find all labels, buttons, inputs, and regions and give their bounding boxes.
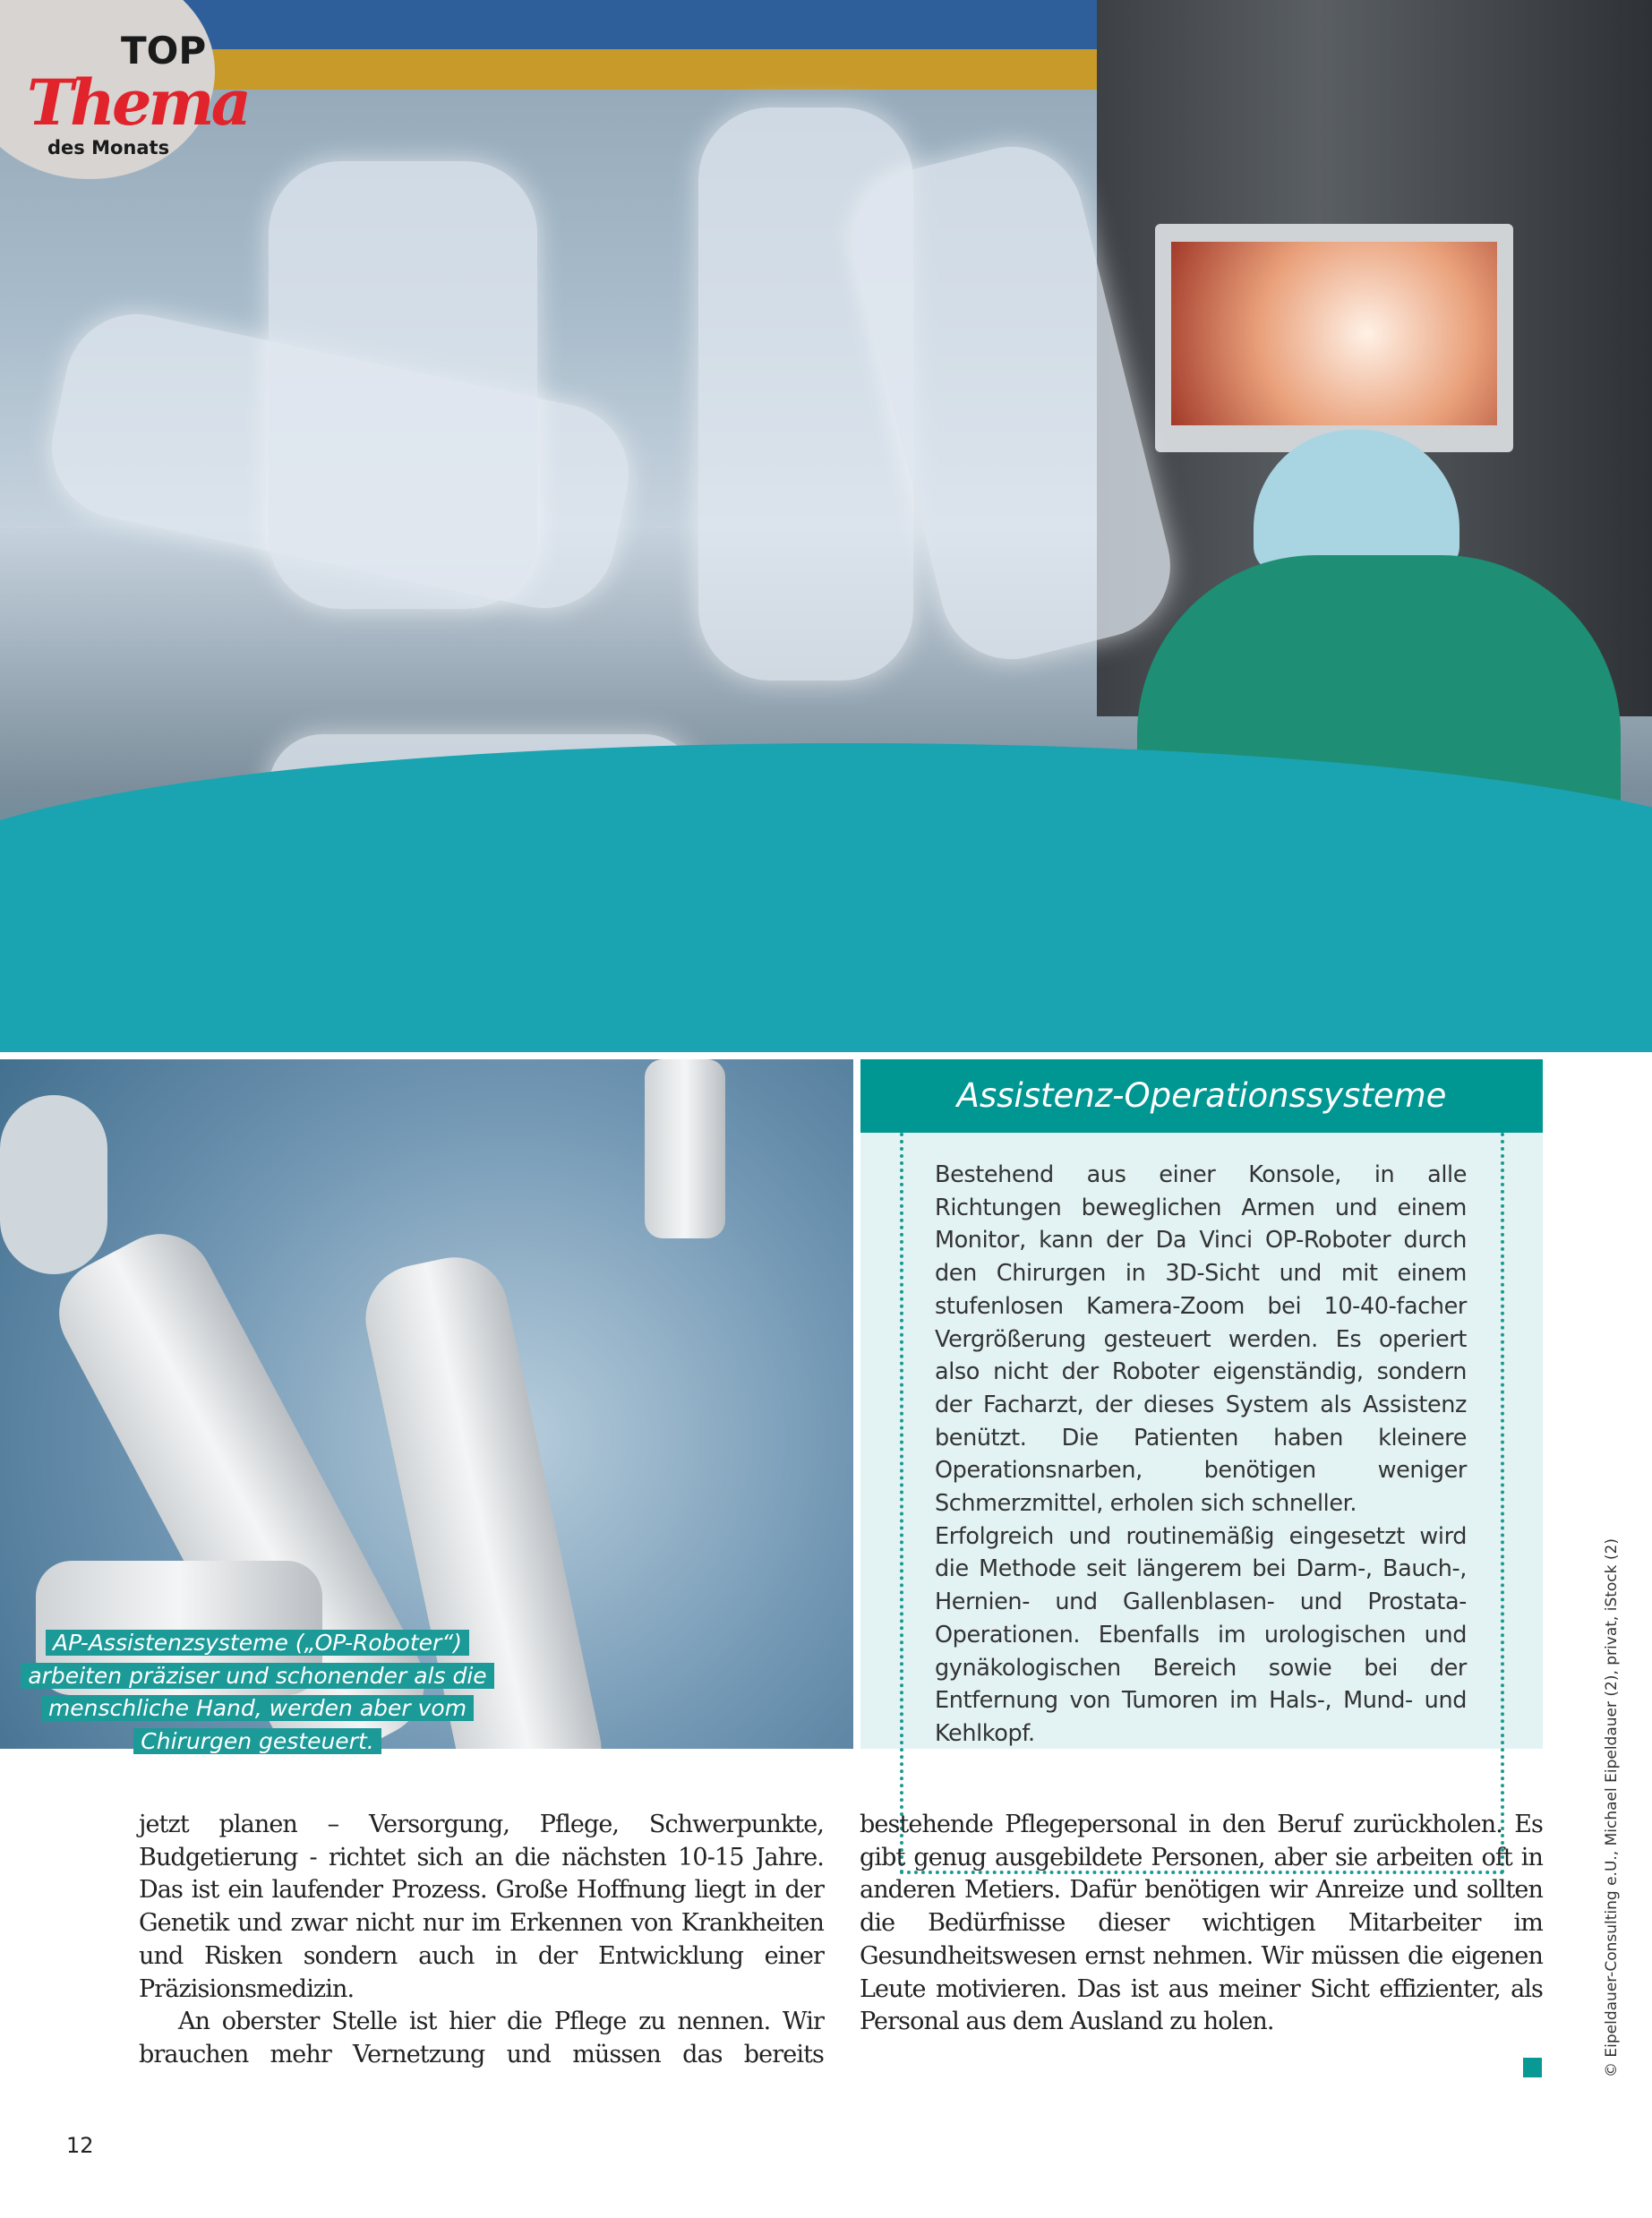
body-column-left — [139, 1809, 824, 2072]
badge-monats: des Monats — [47, 137, 170, 158]
info-paragraph: Bestehend aus einer Konsole, in alle Richtungen beweglichen Armen und einem Monitor, kann der Da Vinci OP-Roboter durch den Chirurgen in 3D-Sicht und mit einem stufenlosen Kamera-Zoom bei 10-40-facher Vergrößerung gesteuert werden. Es operiert also nicht der Roboter eigenständig, sondern der Facharzt, der dieses System als Assistenz benützt. Die Patienten haben kleinere Operationsnarben, benötigen weniger Schmerzmittel, erholen sich schneller. — [935, 1161, 1467, 1518]
info-box-text — [935, 1159, 1467, 1751]
surgical-robot-photo — [0, 0, 1652, 1052]
page-number: 12 — [66, 2133, 94, 2158]
badge-thema: Thema — [27, 65, 248, 140]
surgical-drape — [0, 743, 1652, 1052]
robot-tool — [645, 1059, 725, 1238]
body-paragraph: An oberster Stelle ist hier die Pflege zu nennen. Wir brauchen mehr Vernetzung und müssen das bereits — [139, 2008, 824, 2068]
info-paragraph: Erfolgreich und routinemäßig eingesetzt wird die Methode seit längerem bei Darm-, Bauch-, Hernien- und Gallenblasen- und Prostata-Operationen. Ebenfalls im urologischen und gynäkologischen Bereich sowie bei der Entfernung von Tumoren im Hals-, Mund- und Kehlkopf. — [935, 1522, 1467, 1747]
badge-top: TOP — [121, 29, 207, 73]
body-paragraph: jetzt planen – Versorgung, Pflege, Schwerpunkte, Budgetierung - richtet sich an die nächsten 10-15 Jahre. Das ist ein laufender Prozess. Große Hoffnung liegt in der Genetik und zwar nicht nur im Erkennen von Krankheiten und Risken sondern auch in der Entwicklung einer Präzisionsmedizin. — [139, 1811, 824, 2003]
caption-text: AP-Assistenzsysteme („OP-Roboter“) arbeiten präziser und schonender als die menschliche Hand, werden aber vom Chirurgen gesteuert. — [21, 1630, 493, 1754]
body-column-right — [860, 1809, 1543, 2039]
info-box — [860, 1059, 1543, 1749]
info-box-title: Assistenz-Operationssysteme — [860, 1059, 1543, 1133]
photo-credit: © Eipeldauer-Consulting e.U., Michael Eipeldauer (2), privat, iStock (2) — [1603, 1538, 1621, 2077]
robot-arm — [269, 161, 537, 609]
body-paragraph: bestehende Pflegepersonal in den Beruf zurückholen. Es gibt genug ausgebildete Personen, aber sie arbeiten oft in anderen Metiers. Dafür benötigen wir Anreize und sollten die Bedürfnisse dieser wichtigen Mitarbeiter im Gesundheitswesen ernst nehmen. Wir müssen die eigenen Leute motivieren. Das ist aus meiner Sicht effizienter, als Personal aus dem Ausland zu holen. — [860, 1811, 1543, 2036]
light — [0, 1095, 107, 1274]
end-mark — [1523, 2058, 1542, 2077]
image-caption — [18, 1627, 497, 1758]
monitor — [1155, 224, 1513, 452]
monitor-screen — [1171, 242, 1497, 425]
